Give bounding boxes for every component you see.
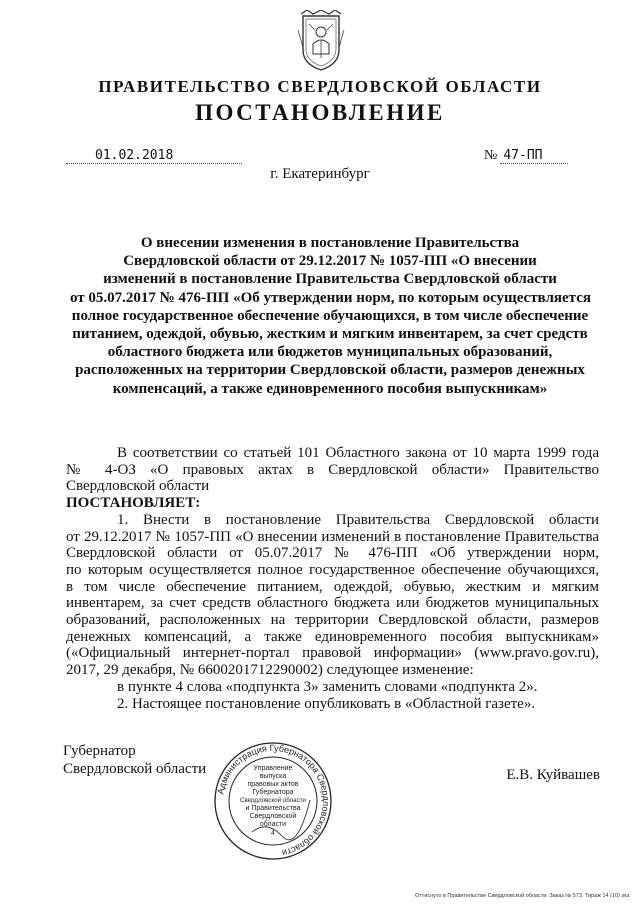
title-line: от 05.07.2017 № 476-ПП «Об утверждении норм, по которым осуществляется bbox=[70, 289, 591, 306]
document-title bbox=[70, 234, 590, 398]
government-name: ПРАВИТЕЛЬСТВО СВЕРДЛОВСКОЙ ОБЛАСТИ bbox=[98, 77, 542, 96]
resolves-heading: ПОСТАНОВЛЯЕТ: bbox=[66, 495, 201, 512]
stamp-line: Управление bbox=[253, 765, 293, 772]
signatory-name: Е.В. Куйвашев bbox=[506, 767, 600, 783]
item1-line: 2017, 29 декабря, № 6600201712290002) следующее изменение: bbox=[66, 662, 474, 679]
title-line: О внесении изменения в постановление Правительства bbox=[140, 235, 520, 251]
item1-line: в том числе обеспечение питанием, одеждой, обувью, жестким и мягким bbox=[66, 578, 599, 595]
official-stamp bbox=[212, 740, 334, 862]
print-footer: Оттиснуто в Правительстве Свердловской области. Заказ № 573. Тираж 14 (10) экз. bbox=[415, 893, 631, 899]
document-date: 01.02.2018 bbox=[95, 148, 174, 163]
document-type: ПОСТАНОВЛЕНИЕ bbox=[195, 100, 445, 125]
title-line: компенсаций, а также единовременного пособия выпускникам» bbox=[112, 380, 548, 397]
stamp-line: Свердловской области bbox=[239, 797, 307, 804]
title-line: изменений в постановление Правительства Свердловской области bbox=[103, 271, 557, 288]
document-number bbox=[484, 148, 543, 164]
item1-line: («Официальный интернет-портал правовой информации» (www.pravo.gov.ru), bbox=[66, 645, 599, 662]
stamp-line: и Правительства bbox=[245, 805, 301, 812]
stamp-line: Губернатора bbox=[252, 789, 294, 796]
preamble-line: № 4-ОЗ «О правовых актах в Свердловской области» Правительство bbox=[66, 461, 599, 478]
title-line: питанием, одеждой, обувью, жестким и мягким инвентарем, за счет средств bbox=[72, 326, 588, 343]
title-line: Свердловской области от 29.12.2017 № 1057-ПП «О внесении bbox=[123, 253, 537, 270]
title-line: расположенных на территории Свердловской области, размеров денежных bbox=[75, 362, 585, 379]
stamp-number: 4 bbox=[271, 830, 275, 837]
preamble-line: В соответствии со статьей 101 Областного закона от 10 марта 1999 года bbox=[117, 445, 599, 461]
position-line: Губернатор bbox=[63, 743, 136, 759]
item1-change: в пункте 4 слова «подпункта 3» заменить словами «подпункта 2». bbox=[117, 678, 538, 695]
stamp-line: правовых актов bbox=[247, 781, 299, 788]
title-line: полное государственное обеспечение обучающихся, в том числе обеспечение bbox=[71, 307, 589, 324]
item1-line: 1. Внести в постановление Правительства Свердловской области bbox=[117, 511, 599, 528]
title-line: областного бюджета или бюджетов муниципальных образований, bbox=[107, 344, 553, 361]
position-line: Свердловской области bbox=[63, 761, 207, 777]
number-value: 47-ПП bbox=[503, 148, 543, 163]
coat-of-arms-icon bbox=[297, 10, 345, 72]
item1-line: образований, расположенных на территории Свердловской области, размеров bbox=[66, 612, 599, 629]
stamp-line: Свердловской bbox=[249, 813, 297, 820]
item1-line: по которым осуществляется полное государственное обеспечение обучающихся, bbox=[66, 561, 599, 578]
item1-line: Свердловской области от 05.07.2017 № 476-ПП «Об утверждении норм, bbox=[66, 545, 599, 562]
item2: 2. Настоящее постановление опубликовать в «Областной газете». bbox=[117, 695, 536, 712]
date-underline bbox=[66, 163, 242, 164]
item1-line: инвентарем, за счет средств областного бюджета или бюджетов муниципальных bbox=[66, 595, 599, 612]
item1-line: денежных компенсаций, а также единовременного пособия выпускникам» bbox=[66, 628, 599, 645]
document-body bbox=[66, 445, 599, 712]
stamp-line: области bbox=[259, 821, 287, 828]
stamp-ring-text: Администрация Губернатора Свердловской области bbox=[215, 742, 332, 859]
preamble-line: Свердловской области bbox=[66, 478, 210, 495]
item1-line: от 29.12.2017 № 1057-ПП «О внесении изменений в постановление Правительства bbox=[66, 528, 599, 545]
number-label: № bbox=[484, 148, 498, 163]
number-underline bbox=[500, 163, 568, 164]
stamp-line: выпуска bbox=[259, 773, 287, 780]
city: г. Екатеринбург bbox=[270, 166, 370, 182]
